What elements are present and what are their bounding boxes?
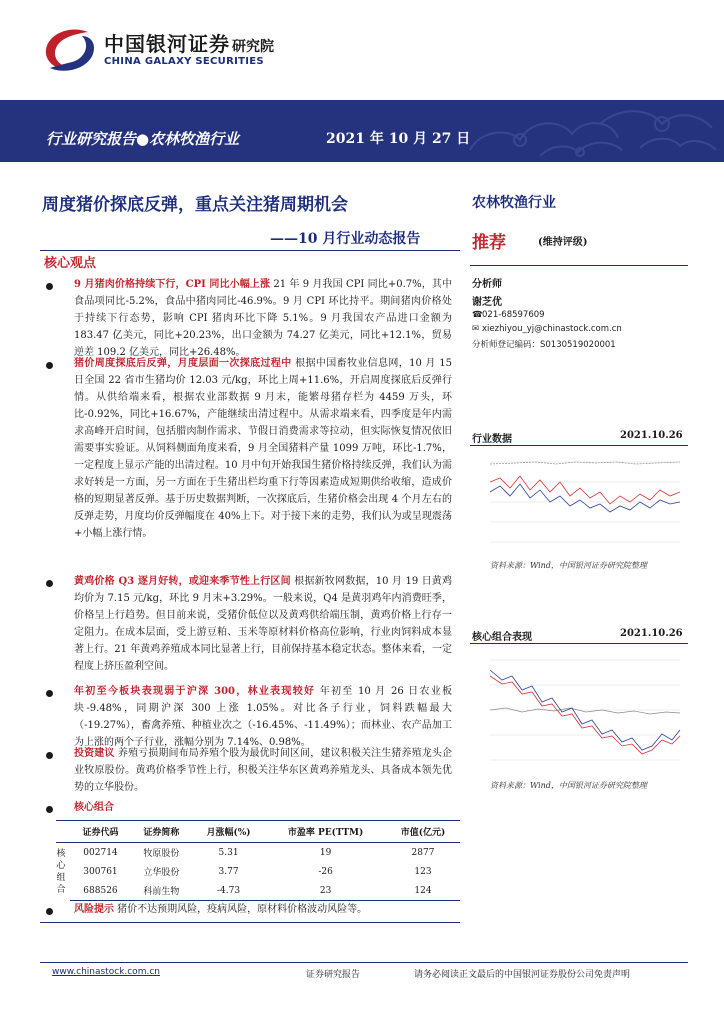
report-category: 行业研究报告●农林牧渔行业: [46, 130, 240, 148]
bullet-dot: [46, 283, 53, 290]
column-header: 月涨幅(%): [192, 821, 265, 843]
portfolio-side-label: 核心组合: [56, 849, 66, 895]
portfolio-performance-divider: [470, 643, 688, 644]
galaxy-logo-icon: [38, 26, 100, 74]
portfolio-performance-source: 资料来源：Wind，中国银河证券研究院整理: [490, 781, 647, 790]
column-header: 市盈率 PE(TTM): [265, 821, 386, 843]
portfolio-heading: 核心组合: [74, 802, 114, 813]
risk-warning: 风险提示 猪价不达预期风险，疫病风险，原材料价格波动风险等。: [74, 904, 368, 915]
column-header: 市值(亿元): [386, 821, 460, 843]
table-row: 002714 牧原股份 5.31 19 2877: [83, 847, 435, 859]
brand-name-en: CHINA GALAXY SECURITIES: [104, 56, 264, 67]
bullet-dot: [46, 580, 53, 587]
analyst-registration: 分析师登记编码：S0130519020001: [472, 340, 616, 350]
analyst-name: 谢芝优: [472, 297, 502, 308]
table-row: 688526 科前生物 -4.73 23 124: [56, 881, 460, 901]
series-line-red: [490, 676, 680, 754]
analyst-phone: ☎021-68597609: [472, 310, 545, 320]
industry-data-date: 2021.10.26: [620, 430, 683, 441]
industry-data-chart: [476, 452, 682, 552]
footer-website-link[interactable]: www.chinastock.com.cn: [52, 967, 160, 977]
sector-name: 农林牧渔行业: [472, 195, 556, 211]
analyst-label: 分析师: [472, 279, 502, 290]
brand-name: 中国银河证券: [104, 32, 230, 56]
industry-data-divider: [470, 445, 688, 446]
phone-icon: ☎: [472, 310, 483, 320]
footer-divider: [40, 962, 688, 963]
industry-data-label: 行业数据: [472, 434, 512, 445]
page-title: 周度猪价探底反弹，重点关注猪周期机会: [42, 195, 348, 215]
title-divider: [40, 250, 460, 251]
analyst-email[interactable]: ✉ xiezhiyou_yj@chinastock.com.cn: [472, 324, 622, 334]
industry-data-source: 资料来源：Wind，中国银河证券研究院整理: [490, 561, 647, 570]
bullet-investment-advice: 投资建议 养殖亏损期间布局养殖个股为最优时间区间，建议积极关注生猪养殖龙头企业牧原股份。黄鸡价格季节性上行，积极关注华东区黄鸡养殖龙头、具备成本领先优势的立华股份。: [74, 748, 453, 793]
table-header-row: [56, 821, 460, 843]
series-line-red: [490, 476, 680, 504]
core-viewpoint-heading: 核心观点: [44, 256, 97, 271]
mail-icon: ✉: [472, 324, 480, 334]
bullet-dot: [46, 752, 53, 759]
bullet-dot: [46, 806, 53, 813]
bullet-sector-performance: 年初至今板块表现弱于沪深 300，林业表现较好 年初至 10 月 26 日农业板块-9.48%，同期沪深 300 上涨 1.05%。对比各子行业，饲料跌幅最大（-19.27%），畜禽养殖、种植业次之（-16.45%、-11.49%）；而林业、农产品加工为上涨的两个子行业，涨幅分别为 7.14%、0.98%。: [74, 686, 453, 748]
content-divider: [40, 922, 460, 923]
rating-note: (维持评级): [538, 237, 588, 248]
series-line-gray: [490, 708, 680, 714]
bullet-dot: [46, 908, 53, 915]
brand-institute: 研究院: [232, 39, 274, 55]
rating: 推荐: [472, 233, 506, 253]
portfolio-performance-date: 2021.10.26: [620, 628, 683, 639]
bullet-cpi: 9 月猪肉价格持续下行，CPI 同比小幅上涨 21 年 9 月我国 CPI 同比+0.7%，其中食品项同比-5.2%，食品中猪肉同比-46.9%。9 月 CPI 环比持平。期间猪肉价格处于持续下行态势，影响 CPI 猪肉环比下降 5.1%。9 月我国农产品进口金额为 183.47 亿美元，同比+20.23%，出口金额为 74.27 亿美元，同比+12.1%，贸易逆差 109.2 亿美元，同比+26.48%。: [74, 279, 453, 358]
portfolio-performance-label: 核心组合表现: [472, 632, 532, 643]
page-subtitle: ——10 月行业动态报告: [270, 231, 421, 247]
bullet-yellow-chicken: 黄鸡价格 Q3 逐月好转，或迎来季节性上行区间 根据新牧网数据，10 月 19 日黄鸡均价为 7.15 元/kg，环比 9 月末+3.29%。一般来说，Q4 是黄羽鸡年内消费旺季，价格呈上行趋势。但目前来说，受猪价低位以及黄鸡供给端压制，黄鸡价格上行存一定阻力。在成本层面，受上游豆粕、玉米等原材料价格高位影响，行业肉饲料成本显著上行。21 年黄鸡养殖成本同比显著上行，目前保持基本稳定状态。整体来看，一定程度上挤压盈利空间。: [74, 576, 452, 672]
footer-disclaimer: 请务必阅读正文最后的中国银河证券股份公司免责声明: [414, 970, 631, 980]
series-line-gray: [490, 462, 680, 464]
report-date: 2021 年 10 月 27 日: [326, 131, 471, 147]
column-header: 证券简称: [131, 821, 192, 843]
column-header: 证券代码: [70, 821, 131, 843]
portfolio-performance-chart: [476, 650, 682, 770]
table-row: 300761 立华股份 3.77 -26 123: [83, 866, 432, 878]
bullet-hog-price: 猪价周度探底后反弹，月度层面一次探底过程中 根据中国畜牧业信息网，10 月 15 日全国 22 省市生猪均价 12.03 元/kg，环比上周+11.6%，开启周度探底后反弹行情。从供给端来看，根据农业部数据 9 月末，能繁母猪存栏为 4459 万头，环比-0.92%，同比+16.67%，产能继续出清过程中。从需求端来看，四季度是年内需求高峰开启时间，包括腊肉制作需求、节假日消费需求等拉动，但实际恢复情况依旧需要事实验证。从饲料侧面角度来看，9 月全国猪料产量 1099 万吨，环比-1.7%，一定程度上显示产能的出清过程。10 月中旬开始我国生猪价格持续反弹，我们认为需求好转是一方面，另一方面在于生猪出栏均重下行等因素造成短期供给收缩，造成价格的短期显著反弹。基于历史数据判断，一次探底后，生猪价格会出现 4 个月左右的反弹走势，月度均价反弹幅度在 40%上下。对于接下来的走势，我们认为或呈现震荡+小幅上涨行情。: [74, 358, 452, 539]
bullet-dot: [46, 690, 53, 697]
portfolio-table: [56, 820, 460, 901]
sidebar-divider: [470, 265, 688, 266]
bullet-dot: [46, 362, 53, 369]
footer-report-type: 证券研究报告: [306, 970, 361, 980]
